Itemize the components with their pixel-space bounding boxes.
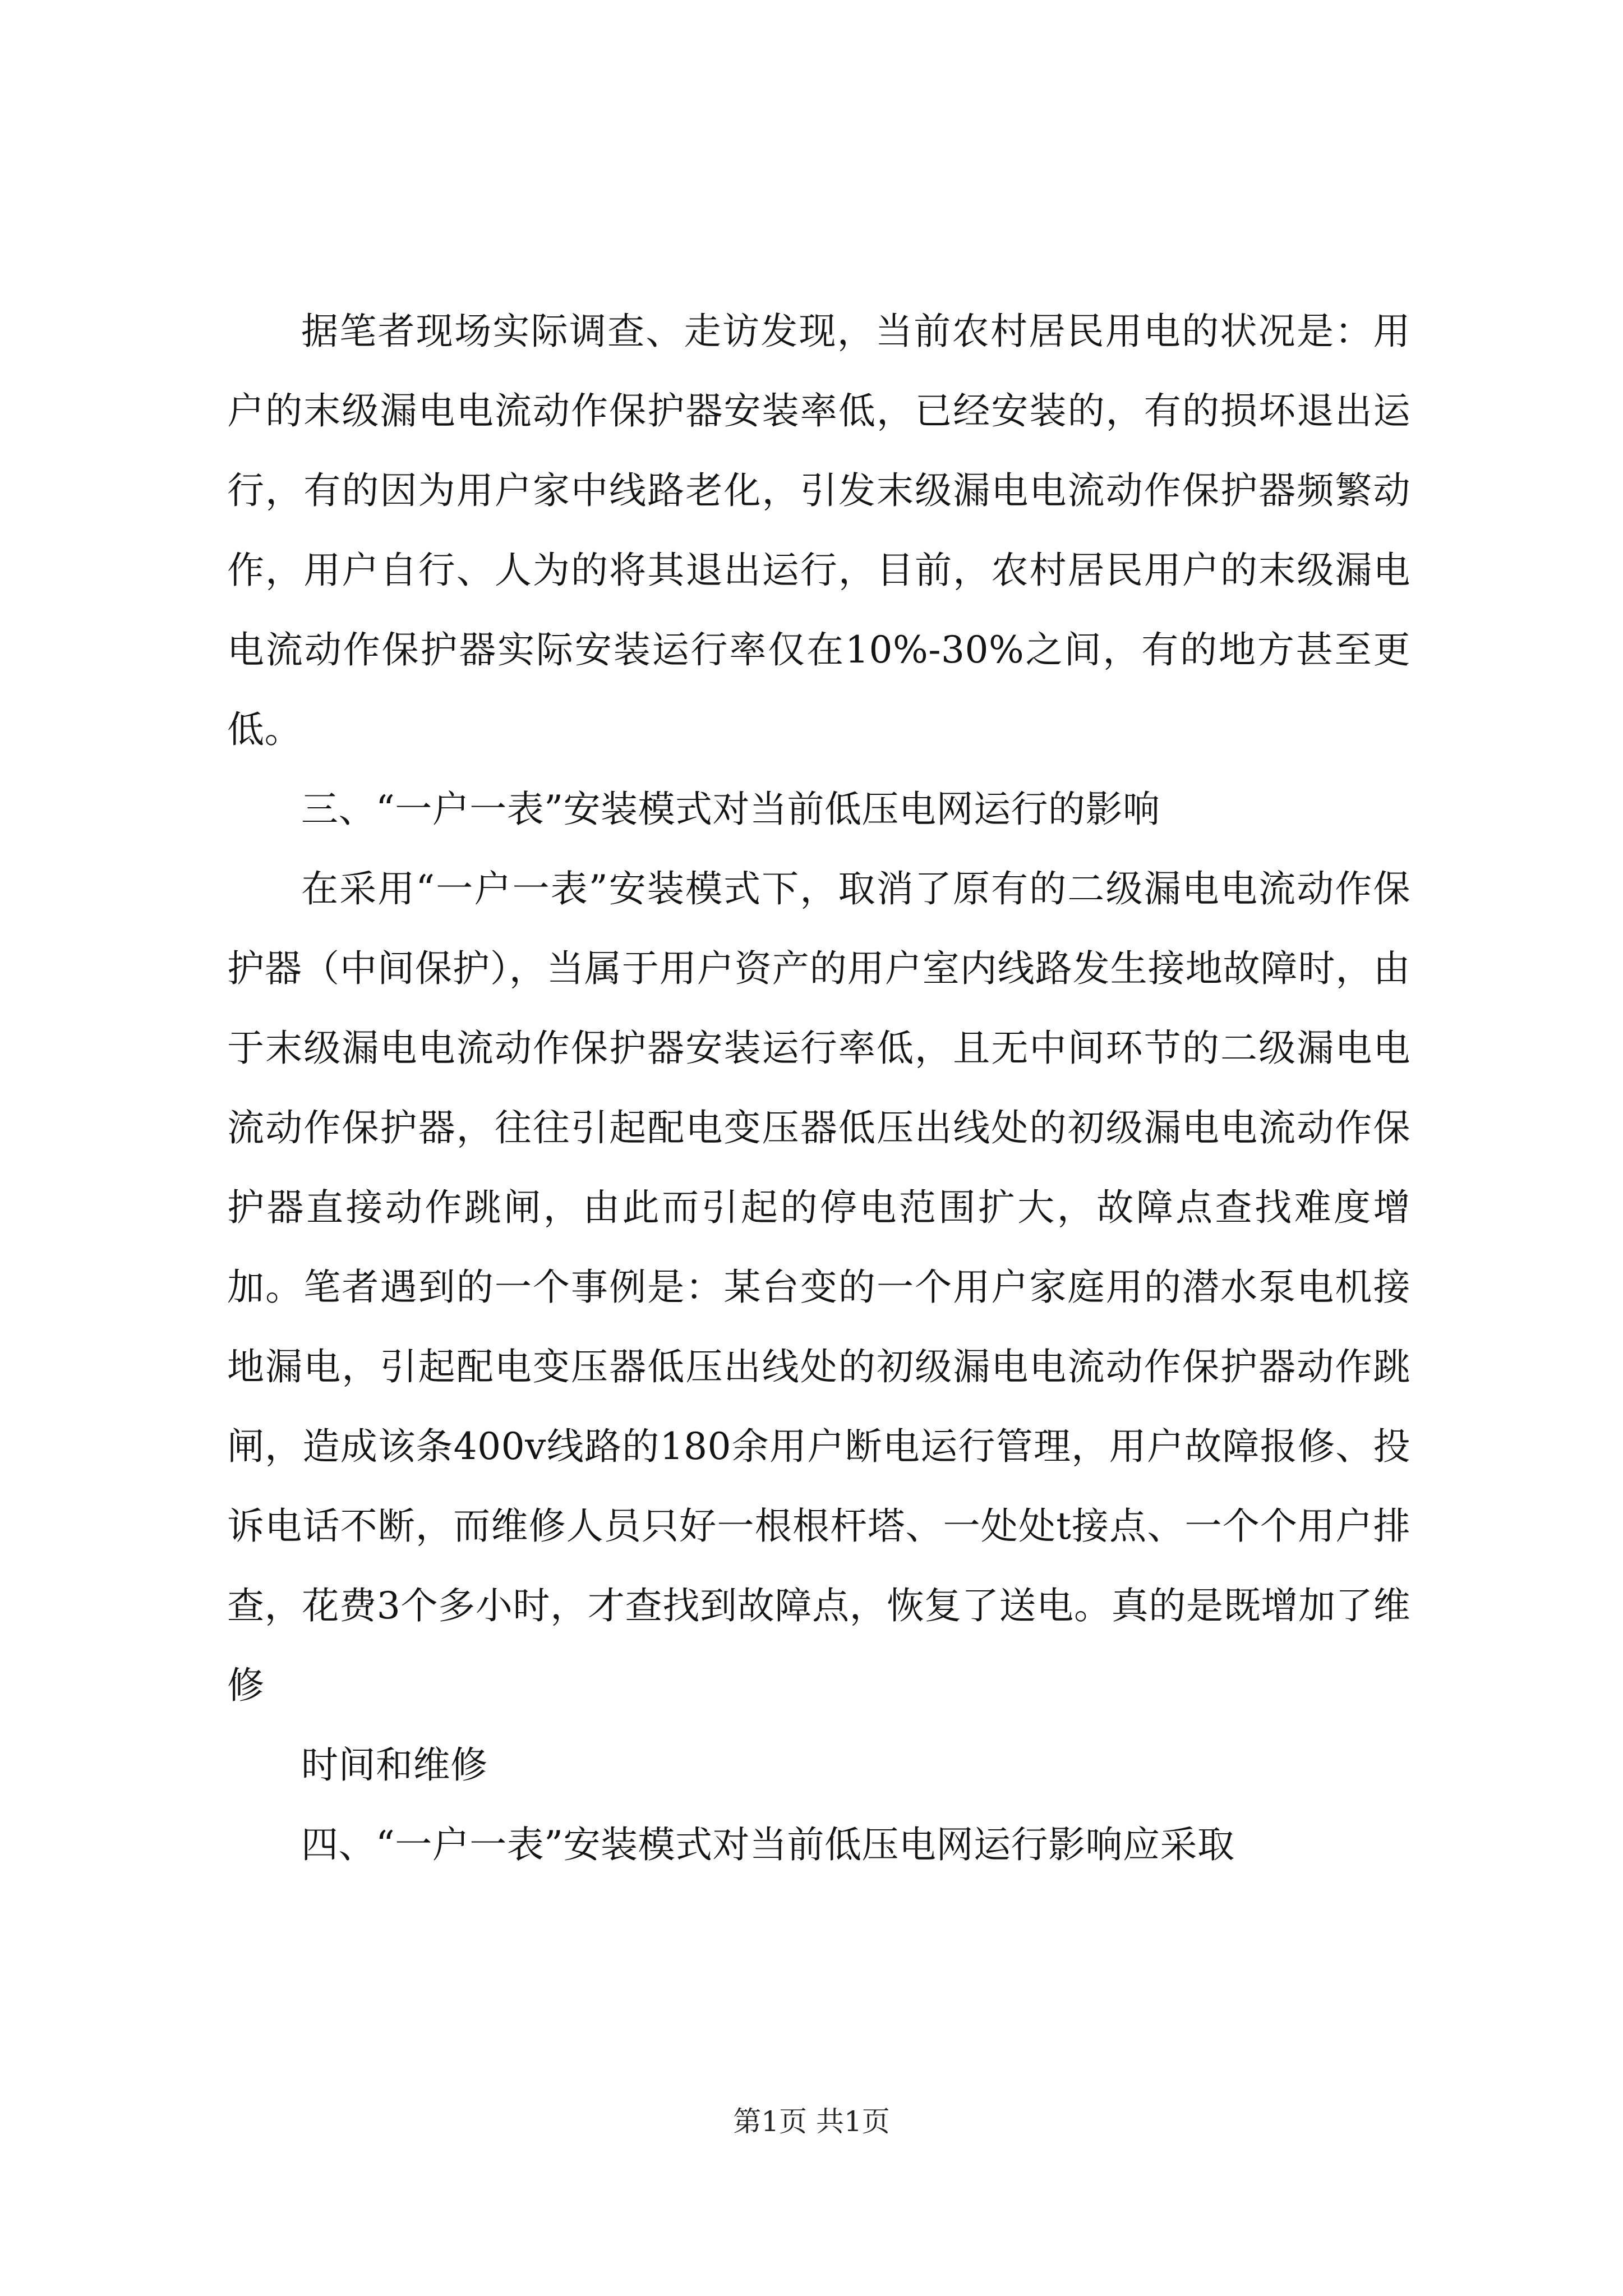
page-number-footer: 第1页 共1页: [733, 2105, 890, 2138]
section-heading-three: 三、“一户一表”安装模式对当前低压电网运行的影响: [301, 788, 1160, 831]
section-heading-four: 四、“一户一表”安装模式对当前低压电网运行影响应采取: [301, 1823, 1235, 1866]
paragraph-survey-findings: 据笔者现场实际调查、走访发现，当前农村居民用电的状况是：用户的末级漏电电流动作保护器安装率低，已经安装的，有的损坏退出运行，有的因为用户家中线路老化，引发末级漏电电流动作保护器频繁动作，用户自行、人为的将其退出运行，目前，农村居民用户的末级漏电电流动作保护器实际安装运行率仅在10%-30%之间，有的地方甚至更低。: [227, 310, 1410, 751]
paragraph-impact-description: 在采用“一户一表”安装模式下，取消了原有的二级漏电电流动作保护器（中间保护），当属于用户资产的用户室内线路发生接地故障时，由于末级漏电电流动作保护器安装运行率低，且无中间环节的二级漏电电流动作保护器，往往引起配电变压器低压出线处的初级漏电电流动作保护器直接动作跳闸，由此而引起的停电范围扩大，故障点查找难度增加。笔者遇到的一个事例是：某台变的一个用户家庭用的潜水泵电机接地漏电，引起配电变压器低压出线处的初级漏电电流动作保护器动作跳闸，造成该条400v线路的180余用户断电运行管理，用户故障报修、投诉电话不断，而维修人员只好一根根杆塔、一处处t接点、一个个用户排查，花费3个多小时，才查找到故障点，恢复了送电。真的是既增加了维修: [227, 867, 1410, 1707]
paragraph-fragment: 时间和维修: [301, 1743, 488, 1787]
document-body: [227, 292, 1410, 1885]
